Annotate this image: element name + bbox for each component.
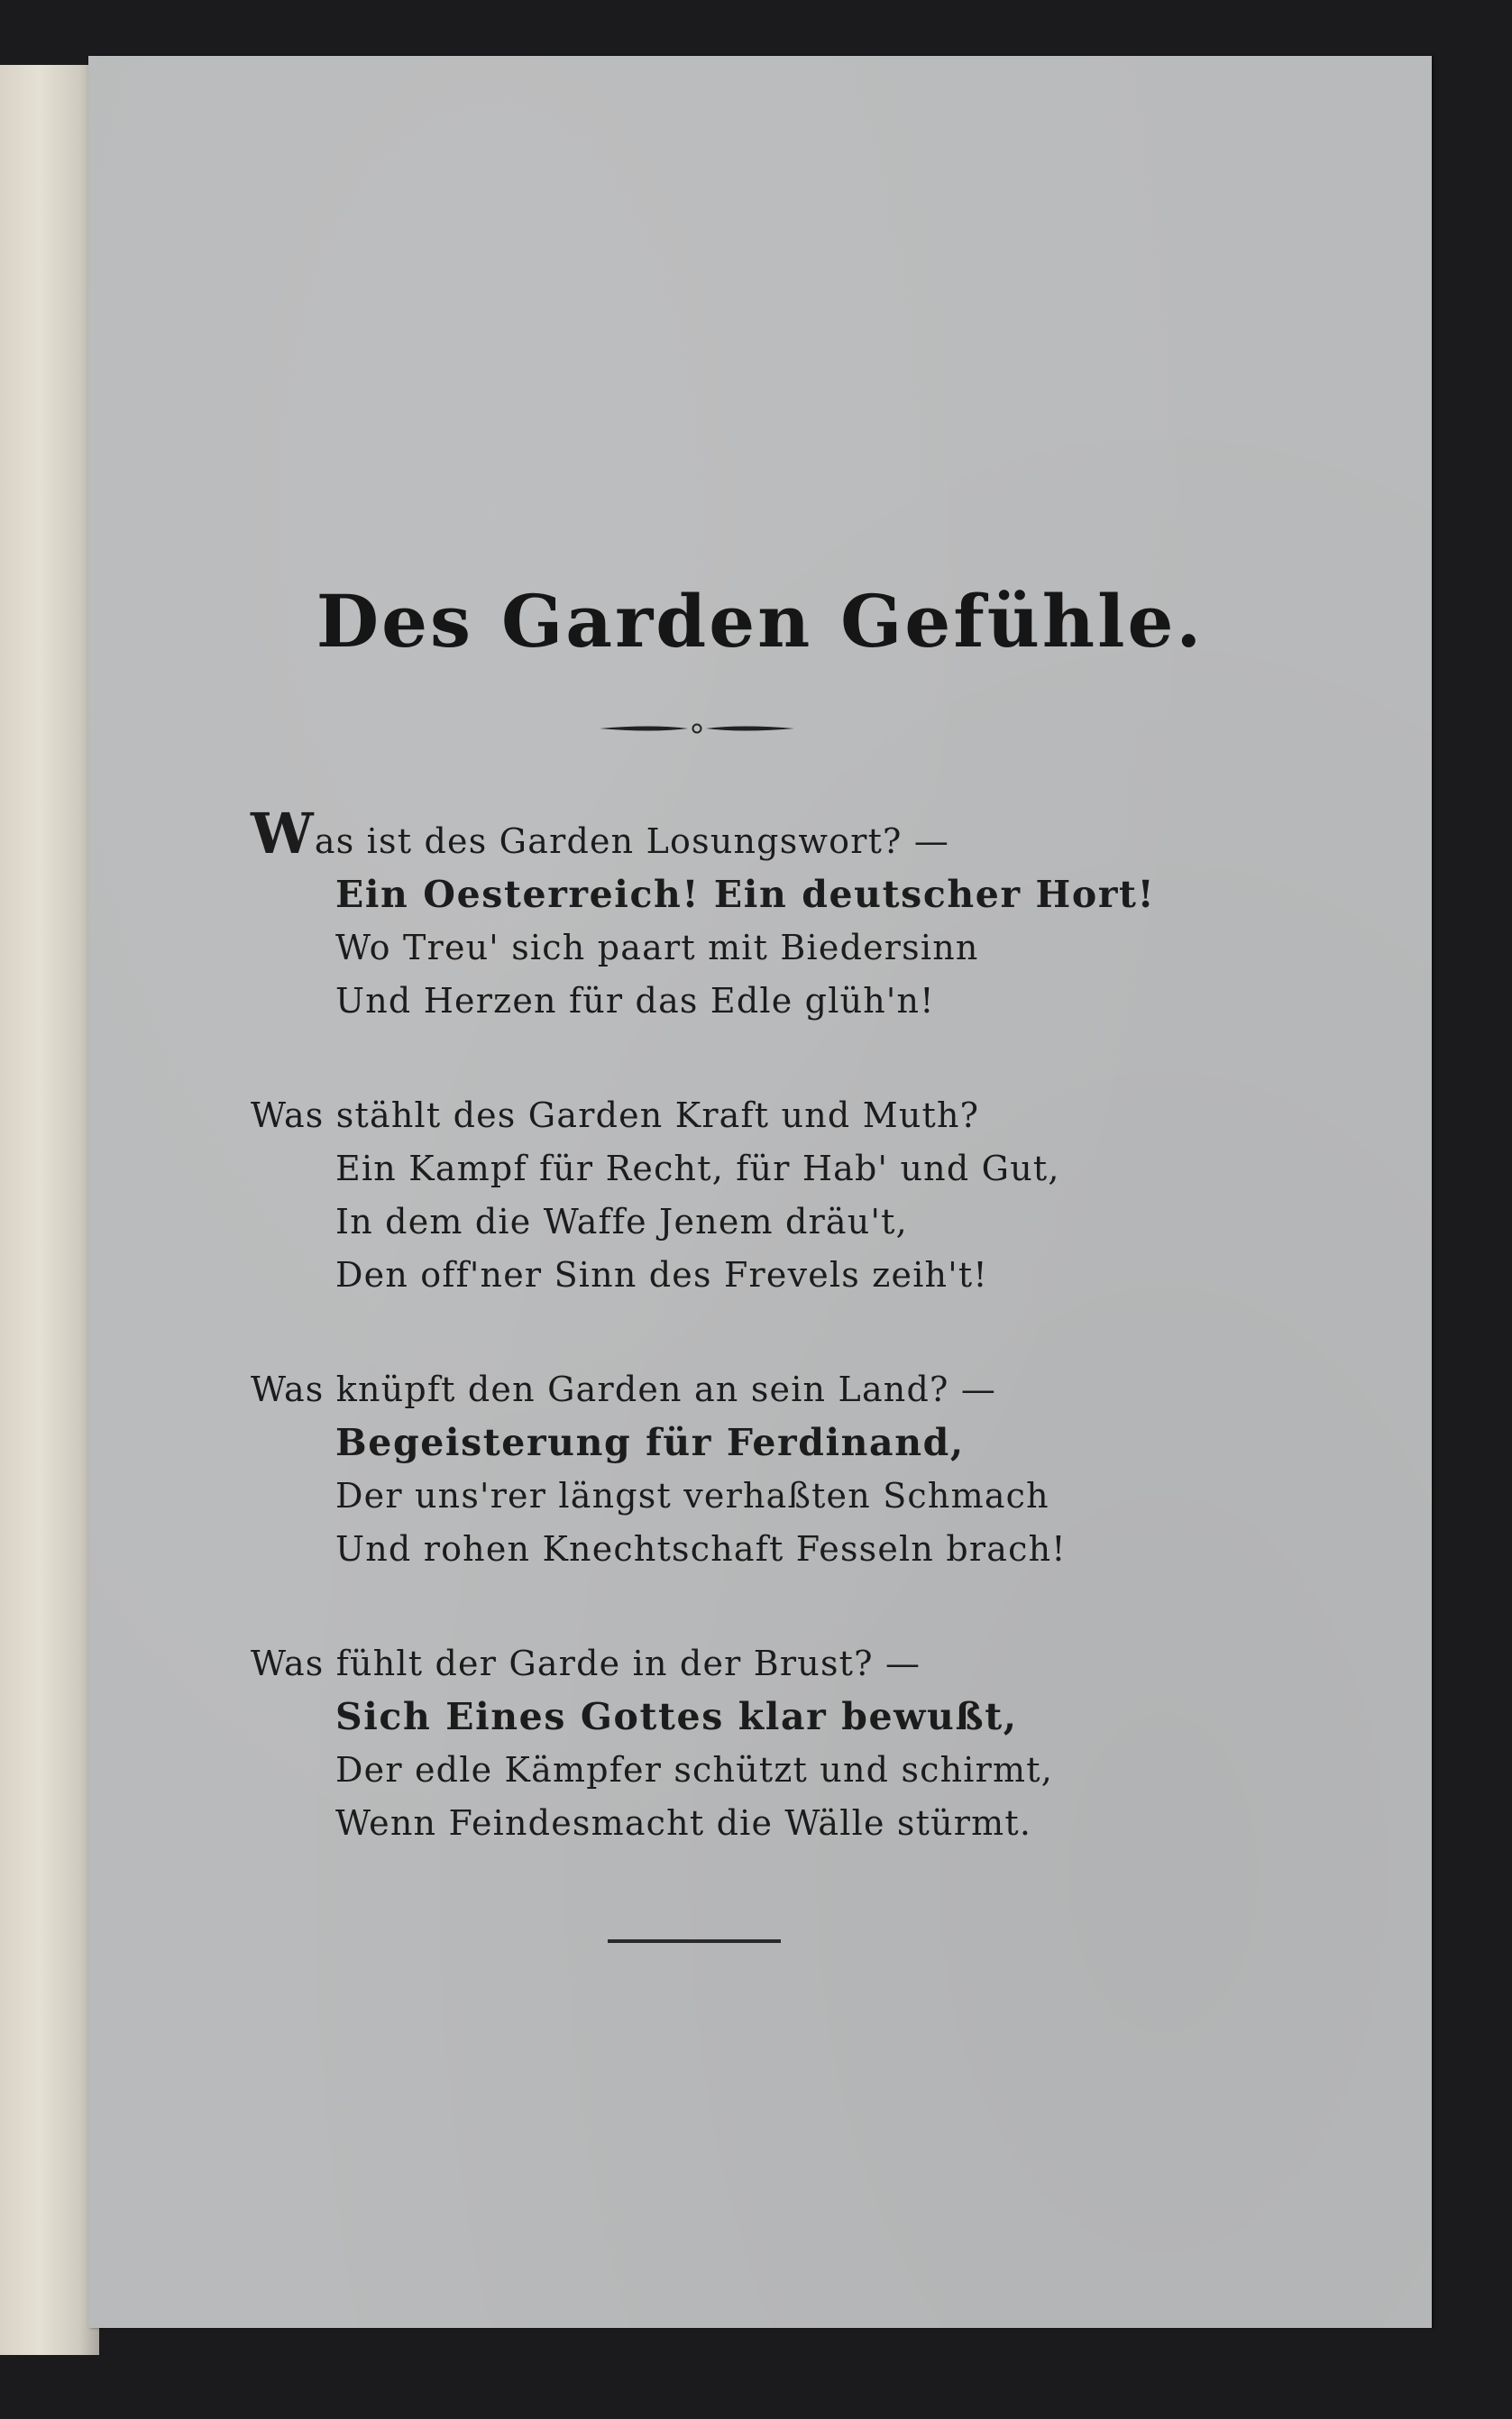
verse-line: Wenn Feindesmacht die Wälle stürmt. [335, 1803, 1032, 1843]
verse-line: Was stählt des Garden Kraft und Muth? [251, 1095, 980, 1135]
stanza-4 [251, 1637, 1242, 1850]
verse-line [251, 801, 1242, 868]
page-sheet [88, 56, 1432, 2328]
poem-body [251, 801, 1242, 1911]
verse-line: Wo Treu' sich paart mit Biedersinn [335, 928, 979, 967]
verse-line: Den off'ner Sinn des Frevels zeih't! [335, 1255, 988, 1295]
verse-line: Der uns'rer längst verhaßten Schmach [335, 1476, 1049, 1516]
verse-line: Und rohen Knechtschaft Fesseln brach! [335, 1529, 1067, 1569]
stanza-3 [251, 1363, 1242, 1576]
verse-line: In dem die Waffe Jenem dräu't, [335, 1202, 908, 1242]
verse-line: Sich Eines Gottes klar bewußt, [335, 1695, 1018, 1738]
verse-line: Ein Kampf für Recht, für Hab' und Gut, [335, 1149, 1060, 1188]
page-left-edge [0, 65, 99, 2355]
verse-line: Was fühlt der Garde in der Brust? — [251, 1644, 921, 1683]
verse-line: Ein Oesterreich! Ein deutscher Hort! [335, 873, 1156, 916]
closing-rule [608, 1939, 781, 1943]
drop-cap: W [251, 801, 315, 866]
verse-line-rest: as ist des Garden Losungswort? — [314, 821, 950, 861]
verse-line: Begeisterung für Ferdinand, [335, 1421, 965, 1464]
title-ornament [598, 721, 796, 736]
stanza-2 [251, 1089, 1242, 1302]
verse-line: Was knüpft den Garden an sein Land? — [251, 1370, 997, 1409]
verse-line: Und Herzen für das Edle glüh'n! [335, 981, 935, 1021]
stanza-1 [251, 801, 1242, 1028]
verse-line: Der edle Kämpfer schützt und schirmt, [335, 1750, 1054, 1790]
poem-title: Des Garden Gefühle. [316, 579, 1205, 664]
